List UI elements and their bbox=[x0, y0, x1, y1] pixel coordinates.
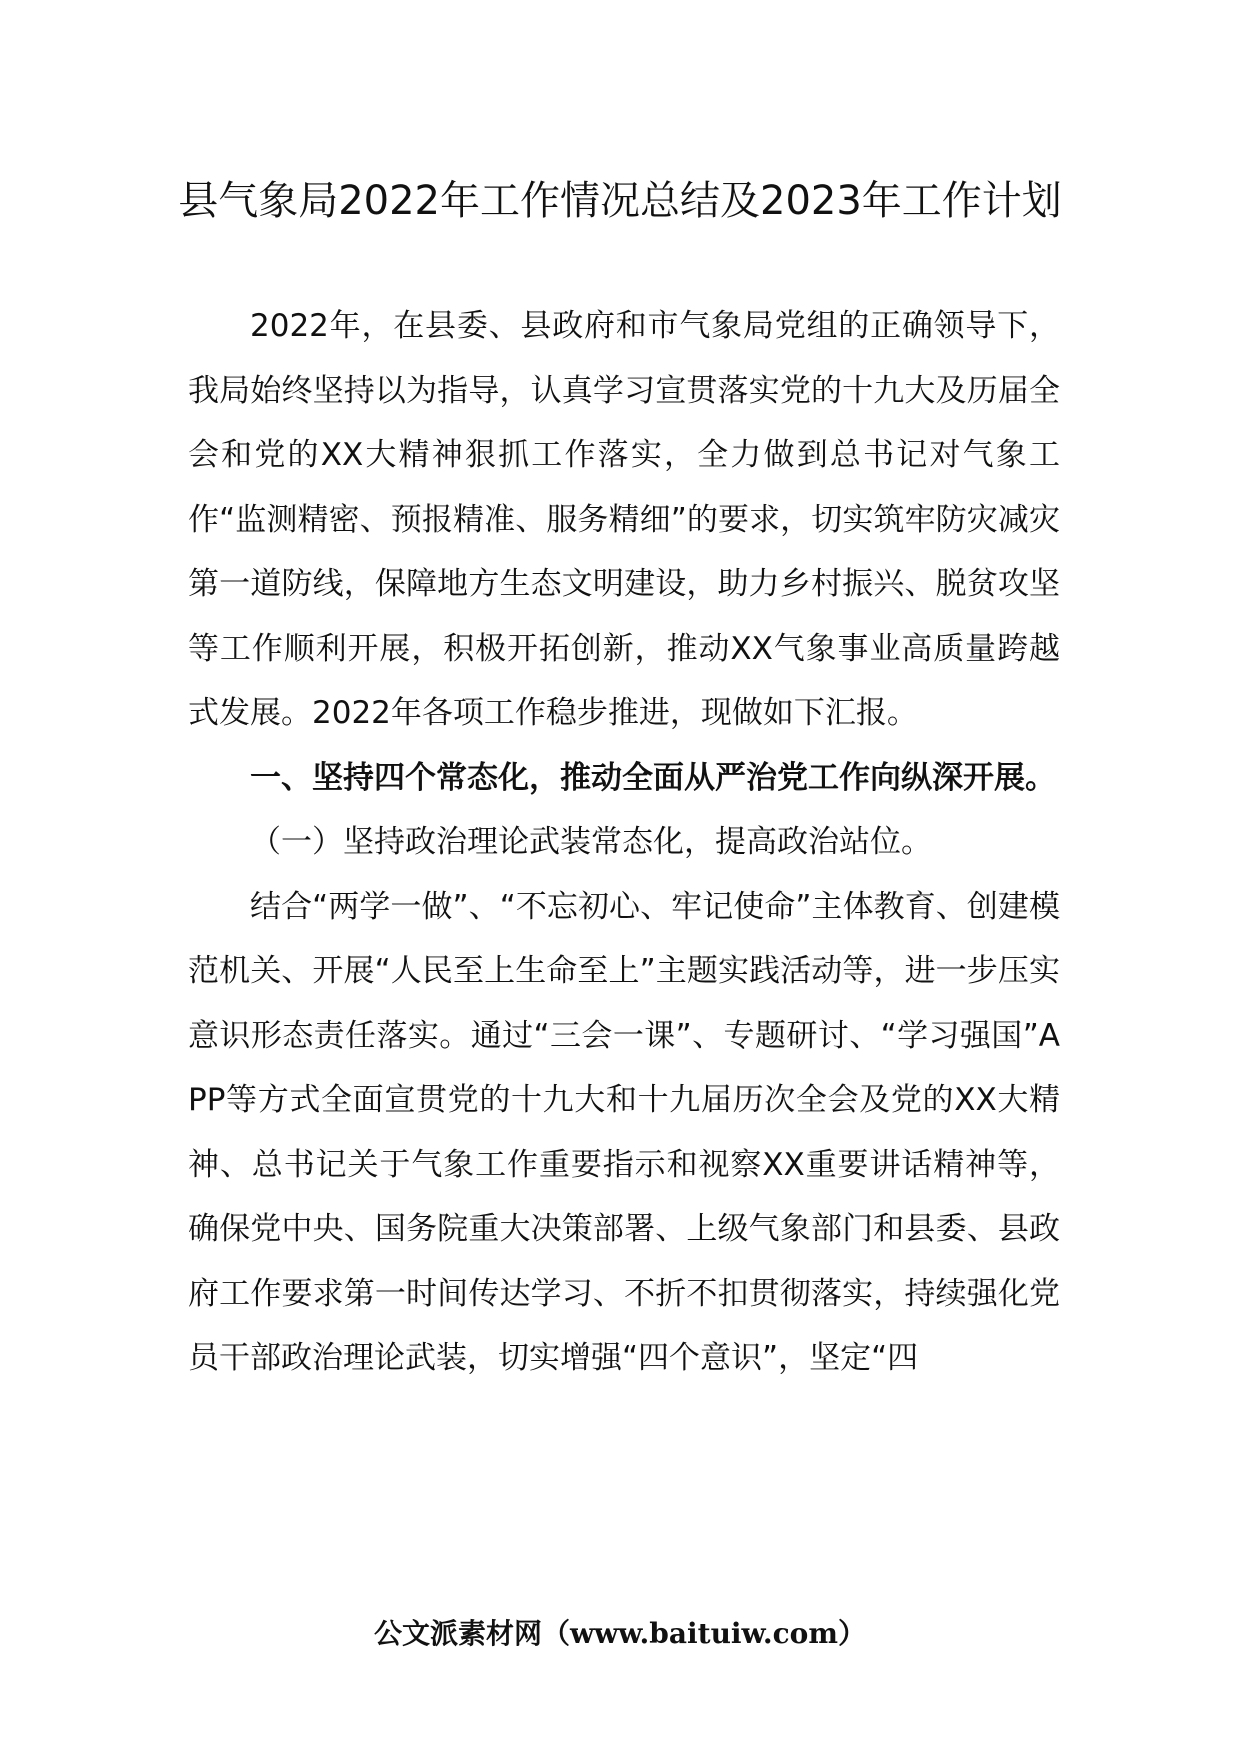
subsection-heading: （一）坚持政治理论武装常态化，提高政治站位。 bbox=[250, 824, 932, 860]
body-paragraph: 结合“两学一做”、“不忘初心、牢记使命”主体教育、创建模范机关、开展“人民至上生命至上”主题实践活动等，进一步压实意识形态责任落实。通过“三会一课”、专题研讨、“学习强国”APP等方式全面宣贯党的十九大和十九届历次全会及党的XX大精神、总书记关于气象工作重要指示和视察XX重要讲话精神等，确保党中央、国务院重大决策部署、上级气象部门和县委、县政府工作要求第一时间传达学习、不折不扣贯彻落实，持续强化党员干部政治理论武装，切实增强“四个意识”，坚定“四 bbox=[188, 888, 1060, 1376]
section-heading: 一、坚持四个常态化，推动全面从严治党工作向纵深开展。 bbox=[250, 759, 1056, 796]
document-body bbox=[188, 294, 1060, 1391]
intro-paragraph: 2022年，在县委、县政府和市气象局党组的正确领导下，我局始终坚持以为指导，认真学习宣贯落实党的十九大及历届全会和党的XX大精神狠抓工作落实，全力做到总书记对气象工作“监测精密、预报精准、服务精细”的要求，切实筑牢防灾减灾第一道防线，保障地方生态文明建设，助力乡村振兴、脱贫攻坚等工作顺利开展，积极开拓创新，推动XX气象事业高质量跨越式发展。2022年各项工作稳步推进，现做如下汇报。 bbox=[188, 308, 1060, 731]
footer-watermark: 公文派素材网（www.baituiw.com） bbox=[374, 1617, 866, 1650]
document-title: 县气象局2022年工作情况总结及2023年工作计划 bbox=[178, 178, 1062, 224]
